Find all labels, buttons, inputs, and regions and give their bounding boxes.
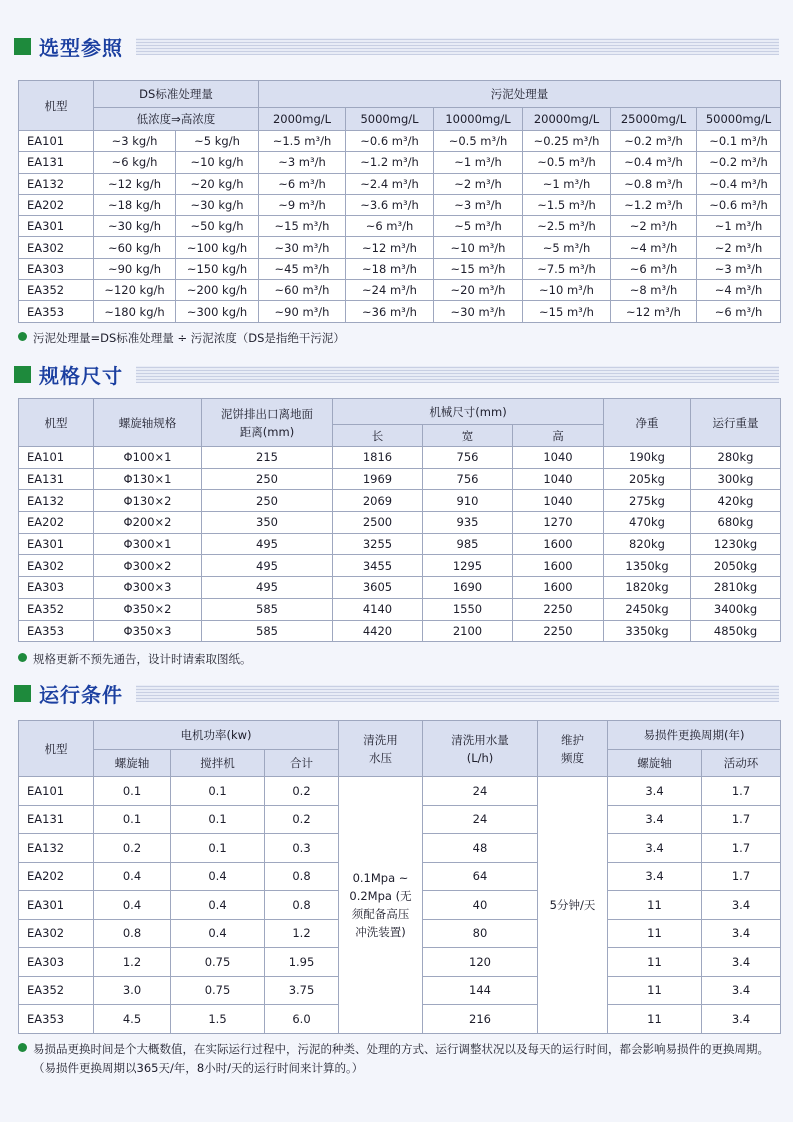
- value-cell: ~180 kg/h: [94, 301, 176, 322]
- model-cell: EA101: [19, 777, 94, 806]
- model-cell: EA202: [19, 862, 94, 891]
- table-row: [19, 131, 781, 152]
- value-cell: 0.2: [94, 834, 171, 863]
- value-cell: 1.5: [171, 1005, 265, 1034]
- value-cell: Φ350×2: [94, 598, 202, 620]
- col-header-net-weight: 净重: [604, 399, 691, 447]
- value-cell: 756: [423, 468, 513, 490]
- model-cell: EA202: [19, 194, 94, 215]
- section-marker-square: [14, 366, 31, 383]
- value-cell: ~6 m³/h: [259, 173, 346, 194]
- value-cell: ~2 m³/h: [611, 216, 697, 237]
- model-cell: EA131: [19, 152, 94, 173]
- value-cell: 4420: [333, 620, 423, 642]
- value-cell: 3.4: [608, 777, 702, 806]
- value-cell: 0.3: [265, 834, 339, 863]
- value-cell: ~10 m³/h: [523, 280, 611, 301]
- value-cell: 2100: [423, 620, 513, 642]
- value-cell: 1.2: [265, 919, 339, 948]
- value-cell: ~1.5 m³/h: [523, 194, 611, 215]
- col-header-screw: 螺旋轴规格: [94, 399, 202, 447]
- value-cell: ~15 m³/h: [434, 258, 523, 279]
- note-text: 规格更新不预先通告，设计时请索取图纸。: [33, 652, 252, 666]
- value-cell: 1295: [423, 555, 513, 577]
- value-cell: 495: [202, 533, 333, 555]
- value-cell: ~15 m³/h: [259, 216, 346, 237]
- value-cell: 11: [608, 976, 702, 1005]
- value-cell: ~1 m³/h: [523, 173, 611, 194]
- value-cell: 470kg: [604, 512, 691, 534]
- model-cell: EA302: [19, 237, 94, 258]
- value-cell: 0.75: [171, 976, 265, 1005]
- model-cell: EA353: [19, 1005, 94, 1034]
- col-header-power-mixer: 搅拌机: [171, 750, 265, 777]
- dimensions-table: [18, 398, 781, 642]
- value-cell: Φ100×1: [94, 447, 202, 469]
- value-cell: ~0.5 m³/h: [523, 152, 611, 173]
- value-cell: Φ130×2: [94, 490, 202, 512]
- value-cell: ~9 m³/h: [259, 194, 346, 215]
- table-row: [19, 301, 781, 322]
- selection-table: [18, 80, 781, 323]
- water-value-cell: 216: [423, 1005, 538, 1034]
- value-cell: ~3 m³/h: [697, 258, 781, 279]
- model-cell: EA303: [19, 258, 94, 279]
- value-cell: Φ300×1: [94, 533, 202, 555]
- dimensions-table-body: [19, 447, 781, 642]
- value-cell: Φ350×3: [94, 620, 202, 642]
- col-header-cycle-ring: 活动环: [702, 750, 781, 777]
- table-row: [19, 173, 781, 194]
- value-cell: 2500: [333, 512, 423, 534]
- value-cell: ~2.5 m³/h: [523, 216, 611, 237]
- value-cell: ~1.5 m³/h: [259, 131, 346, 152]
- value-cell: 0.4: [171, 862, 265, 891]
- section-dimensions-header: [14, 362, 123, 386]
- value-cell: 985: [423, 533, 513, 555]
- table-row: [19, 258, 781, 279]
- value-cell: ~20 m³/h: [434, 280, 523, 301]
- value-cell: 1550: [423, 598, 513, 620]
- value-cell: 11: [608, 948, 702, 977]
- model-cell: EA301: [19, 891, 94, 920]
- value-cell: 1.7: [702, 805, 781, 834]
- value-cell: 2069: [333, 490, 423, 512]
- value-cell: 0.2: [265, 777, 339, 806]
- value-cell: 250: [202, 490, 333, 512]
- model-cell: EA353: [19, 620, 94, 642]
- value-cell: 3.4: [702, 1005, 781, 1034]
- value-cell: ~6 kg/h: [94, 152, 176, 173]
- model-cell: EA301: [19, 216, 94, 237]
- value-cell: 1600: [513, 555, 604, 577]
- value-cell: ~12 m³/h: [611, 301, 697, 322]
- value-cell: ~20 kg/h: [176, 173, 259, 194]
- model-cell: EA131: [19, 468, 94, 490]
- value-cell: ~6 m³/h: [346, 216, 434, 237]
- value-cell: ~45 m³/h: [259, 258, 346, 279]
- value-cell: ~300 kg/h: [176, 301, 259, 322]
- water-value-cell: 24: [423, 777, 538, 806]
- value-cell: 3.75: [265, 976, 339, 1005]
- value-cell: 1.7: [702, 834, 781, 863]
- value-cell: 2450kg: [604, 598, 691, 620]
- value-cell: 1816: [333, 447, 423, 469]
- value-cell: ~1.2 m³/h: [611, 194, 697, 215]
- value-cell: 3.4: [608, 862, 702, 891]
- model-cell: EA202: [19, 512, 94, 534]
- section-operation-header: [14, 681, 123, 705]
- value-cell: 3255: [333, 533, 423, 555]
- col-header-water: 清洗用水量(L/h): [423, 721, 538, 777]
- value-cell: 910: [423, 490, 513, 512]
- col-header-pressure: 清洗用水压: [339, 721, 423, 777]
- value-cell: 3455: [333, 555, 423, 577]
- model-cell: EA303: [19, 577, 94, 599]
- value-cell: 0.75: [171, 948, 265, 977]
- col-header-sludge: 污泥处理量: [259, 81, 781, 108]
- model-cell: EA302: [19, 555, 94, 577]
- section-marker-square: [14, 685, 31, 702]
- model-cell: EA131: [19, 805, 94, 834]
- value-cell: 3.4: [608, 834, 702, 863]
- table-row: [19, 216, 781, 237]
- value-cell: ~2 m³/h: [434, 173, 523, 194]
- operation-table-body: [19, 777, 781, 1034]
- table-row: [19, 512, 781, 534]
- value-cell: ~18 kg/h: [94, 194, 176, 215]
- value-cell: 1350kg: [604, 555, 691, 577]
- value-cell: 0.1: [94, 777, 171, 806]
- value-cell: 0.2: [265, 805, 339, 834]
- operation-note: [18, 1040, 778, 1078]
- value-cell: ~3 m³/h: [259, 152, 346, 173]
- section-marker-square: [14, 38, 31, 55]
- water-value-cell: 120: [423, 948, 538, 977]
- water-value-cell: 64: [423, 862, 538, 891]
- value-cell: ~0.2 m³/h: [697, 152, 781, 173]
- value-cell: Φ130×1: [94, 468, 202, 490]
- value-cell: 2810kg: [691, 577, 781, 599]
- value-cell: 11: [608, 919, 702, 948]
- col-header-cycle-screw: 螺旋轴: [608, 750, 702, 777]
- value-cell: 1230kg: [691, 533, 781, 555]
- value-cell: 3.0: [94, 976, 171, 1005]
- note-text: 易损品更换时间是个大概数值，在实际运行过程中，污泥的种类、处理的方式、运行调整状况以及每天的运行时间，都会影响易损件的更换周期。（易损件更换周期以365天/年，8小时/天的运行时间来计算的。）: [33, 1042, 769, 1075]
- section-stripe: [136, 38, 779, 55]
- value-cell: ~0.4 m³/h: [611, 152, 697, 173]
- value-cell: ~5 kg/h: [176, 131, 259, 152]
- value-cell: 0.1: [171, 777, 265, 806]
- value-cell: ~5 m³/h: [434, 216, 523, 237]
- col-header-conc: 5000mg/L: [346, 108, 434, 131]
- value-cell: ~50 kg/h: [176, 216, 259, 237]
- value-cell: 1820kg: [604, 577, 691, 599]
- value-cell: Φ300×2: [94, 555, 202, 577]
- operation-table: [18, 720, 781, 1034]
- value-cell: 1600: [513, 577, 604, 599]
- value-cell: 3605: [333, 577, 423, 599]
- value-cell: 3.4: [608, 805, 702, 834]
- value-cell: 250: [202, 468, 333, 490]
- model-cell: EA352: [19, 598, 94, 620]
- ds-low-label: 低浓度: [136, 112, 172, 126]
- value-cell: 1600: [513, 533, 604, 555]
- table-row: [19, 447, 781, 469]
- value-cell: ~2.4 m³/h: [346, 173, 434, 194]
- value-cell: ~15 m³/h: [523, 301, 611, 322]
- table-row: [19, 490, 781, 512]
- value-cell: ~10 m³/h: [434, 237, 523, 258]
- value-cell: 0.1: [171, 834, 265, 863]
- value-cell: 3400kg: [691, 598, 781, 620]
- col-header-replacement: 易损件更换周期(年): [608, 721, 781, 750]
- value-cell: ~30 m³/h: [434, 301, 523, 322]
- value-cell: Φ300×3: [94, 577, 202, 599]
- value-cell: ~0.4 m³/h: [697, 173, 781, 194]
- value-cell: 4850kg: [691, 620, 781, 642]
- col-header-conc: 2000mg/L: [259, 108, 346, 131]
- pressure-value-cell: 0.1Mpa ~ 0.2Mpa (无须配备高压冲洗装置): [339, 777, 423, 1034]
- table-row: [19, 194, 781, 215]
- table-row: [19, 555, 781, 577]
- value-cell: 0.8: [265, 891, 339, 920]
- col-header-ds-range: [94, 108, 259, 131]
- value-cell: 2050kg: [691, 555, 781, 577]
- section-stripe: [136, 685, 779, 702]
- value-cell: ~60 m³/h: [259, 280, 346, 301]
- value-cell: 1.95: [265, 948, 339, 977]
- model-cell: EA101: [19, 447, 94, 469]
- value-cell: 3350kg: [604, 620, 691, 642]
- model-cell: EA132: [19, 834, 94, 863]
- value-cell: ~0.6 m³/h: [346, 131, 434, 152]
- value-cell: ~2 m³/h: [697, 237, 781, 258]
- value-cell: ~18 m³/h: [346, 258, 434, 279]
- col-header-outlet: 泥饼排出口离地面距离(mm): [202, 399, 333, 447]
- table-row: [19, 152, 781, 173]
- value-cell: 1969: [333, 468, 423, 490]
- water-value-cell: 40: [423, 891, 538, 920]
- col-header-conc: 20000mg/L: [523, 108, 611, 131]
- value-cell: 585: [202, 598, 333, 620]
- model-cell: EA101: [19, 131, 94, 152]
- value-cell: ~12 kg/h: [94, 173, 176, 194]
- value-cell: 6.0: [265, 1005, 339, 1034]
- col-header-power-screw: 螺旋轴: [94, 750, 171, 777]
- value-cell: 1040: [513, 490, 604, 512]
- col-header-length: 长: [333, 425, 423, 447]
- value-cell: ~8 m³/h: [611, 280, 697, 301]
- model-cell: EA352: [19, 976, 94, 1005]
- note-text: 污泥处理量=DS标准处理量 ÷ 污泥浓度（DS是指绝干污泥）: [33, 331, 345, 345]
- value-cell: 0.4: [171, 919, 265, 948]
- value-cell: 3.4: [702, 919, 781, 948]
- col-header-model: 机型: [19, 721, 94, 777]
- col-header-ds: DS标准处理量: [94, 81, 259, 108]
- value-cell: 680kg: [691, 512, 781, 534]
- value-cell: 1040: [513, 447, 604, 469]
- value-cell: ~6 m³/h: [611, 258, 697, 279]
- value-cell: ~0.6 m³/h: [697, 194, 781, 215]
- water-value-cell: 144: [423, 976, 538, 1005]
- value-cell: 0.8: [265, 862, 339, 891]
- col-header-op-weight: 运行重量: [691, 399, 781, 447]
- value-cell: ~30 kg/h: [94, 216, 176, 237]
- value-cell: 205kg: [604, 468, 691, 490]
- value-cell: 585: [202, 620, 333, 642]
- value-cell: 2250: [513, 620, 604, 642]
- value-cell: ~4 m³/h: [697, 280, 781, 301]
- value-cell: 1.7: [702, 777, 781, 806]
- col-header-model: 机型: [19, 81, 94, 131]
- frequency-value-cell: 5分钟/天: [538, 777, 608, 1034]
- value-cell: 3.4: [702, 891, 781, 920]
- model-cell: EA302: [19, 919, 94, 948]
- table-row: [19, 237, 781, 258]
- value-cell: ~90 kg/h: [94, 258, 176, 279]
- value-cell: ~0.8 m³/h: [611, 173, 697, 194]
- value-cell: 350: [202, 512, 333, 534]
- value-cell: 2250: [513, 598, 604, 620]
- value-cell: 11: [608, 1005, 702, 1034]
- value-cell: 1040: [513, 468, 604, 490]
- value-cell: ~3 kg/h: [94, 131, 176, 152]
- table-row: [19, 533, 781, 555]
- col-header-model: 机型: [19, 399, 94, 447]
- value-cell: 4.5: [94, 1005, 171, 1034]
- value-cell: ~100 kg/h: [176, 237, 259, 258]
- section-stripe: [136, 366, 779, 383]
- value-cell: 1270: [513, 512, 604, 534]
- col-header-frequency: 维护频度: [538, 721, 608, 777]
- water-value-cell: 80: [423, 919, 538, 948]
- value-cell: 0.4: [171, 891, 265, 920]
- section-title: 运行条件: [39, 682, 123, 707]
- table-row: [19, 280, 781, 301]
- value-cell: ~0.1 m³/h: [697, 131, 781, 152]
- section-selection-header: [14, 34, 123, 58]
- col-header-conc: 10000mg/L: [434, 108, 523, 131]
- section-title: 选型参照: [39, 35, 123, 60]
- value-cell: ~200 kg/h: [176, 280, 259, 301]
- value-cell: 3.4: [702, 976, 781, 1005]
- model-cell: EA132: [19, 173, 94, 194]
- model-cell: EA303: [19, 948, 94, 977]
- value-cell: 11: [608, 891, 702, 920]
- bullet-icon: [18, 653, 27, 662]
- value-cell: ~4 m³/h: [611, 237, 697, 258]
- model-cell: EA352: [19, 280, 94, 301]
- col-header-width: 宽: [423, 425, 513, 447]
- value-cell: ~36 m³/h: [346, 301, 434, 322]
- value-cell: ~90 m³/h: [259, 301, 346, 322]
- value-cell: 280kg: [691, 447, 781, 469]
- value-cell: ~3.6 m³/h: [346, 194, 434, 215]
- value-cell: 1.7: [702, 862, 781, 891]
- section-title: 规格尺寸: [39, 363, 123, 388]
- value-cell: 0.8: [94, 919, 171, 948]
- ds-arrow-icon: ⇒: [171, 112, 181, 126]
- value-cell: ~1 m³/h: [434, 152, 523, 173]
- col-header-dims: 机械尺寸(mm): [333, 399, 604, 425]
- value-cell: ~5 m³/h: [523, 237, 611, 258]
- water-value-cell: 24: [423, 805, 538, 834]
- value-cell: 3.4: [702, 948, 781, 977]
- value-cell: 935: [423, 512, 513, 534]
- col-header-power: 电机功率(kw): [94, 721, 339, 750]
- value-cell: 190kg: [604, 447, 691, 469]
- value-cell: ~10 kg/h: [176, 152, 259, 173]
- value-cell: Φ200×2: [94, 512, 202, 534]
- dimensions-note: [18, 650, 252, 669]
- col-header-conc: 50000mg/L: [697, 108, 781, 131]
- value-cell: ~1.2 m³/h: [346, 152, 434, 173]
- selection-note: [18, 329, 345, 348]
- bullet-icon: [18, 1043, 27, 1052]
- table-row: [19, 777, 781, 806]
- value-cell: ~60 kg/h: [94, 237, 176, 258]
- value-cell: ~1 m³/h: [697, 216, 781, 237]
- value-cell: 0.4: [94, 891, 171, 920]
- value-cell: ~150 kg/h: [176, 258, 259, 279]
- value-cell: ~0.5 m³/h: [434, 131, 523, 152]
- value-cell: ~12 m³/h: [346, 237, 434, 258]
- value-cell: ~30 kg/h: [176, 194, 259, 215]
- value-cell: ~120 kg/h: [94, 280, 176, 301]
- value-cell: ~7.5 m³/h: [523, 258, 611, 279]
- water-value-cell: 48: [423, 834, 538, 863]
- model-cell: EA353: [19, 301, 94, 322]
- value-cell: 420kg: [691, 490, 781, 512]
- selection-table-body: [19, 131, 781, 323]
- value-cell: ~30 m³/h: [259, 237, 346, 258]
- col-header-conc: 25000mg/L: [611, 108, 697, 131]
- value-cell: ~24 m³/h: [346, 280, 434, 301]
- col-header-power-total: 合计: [265, 750, 339, 777]
- ds-high-label: 高浓度: [180, 112, 216, 126]
- model-cell: EA301: [19, 533, 94, 555]
- model-cell: EA132: [19, 490, 94, 512]
- table-row: [19, 620, 781, 642]
- value-cell: 300kg: [691, 468, 781, 490]
- value-cell: 495: [202, 555, 333, 577]
- value-cell: 820kg: [604, 533, 691, 555]
- value-cell: 275kg: [604, 490, 691, 512]
- value-cell: 215: [202, 447, 333, 469]
- value-cell: ~0.2 m³/h: [611, 131, 697, 152]
- value-cell: 0.1: [94, 805, 171, 834]
- value-cell: ~0.25 m³/h: [523, 131, 611, 152]
- value-cell: 756: [423, 447, 513, 469]
- value-cell: ~6 m³/h: [697, 301, 781, 322]
- bullet-icon: [18, 332, 27, 341]
- value-cell: 1690: [423, 577, 513, 599]
- table-row: [19, 598, 781, 620]
- table-row: [19, 577, 781, 599]
- value-cell: 495: [202, 577, 333, 599]
- table-row: [19, 468, 781, 490]
- col-header-height: 高: [513, 425, 604, 447]
- value-cell: 0.4: [94, 862, 171, 891]
- value-cell: ~3 m³/h: [434, 194, 523, 215]
- value-cell: 1.2: [94, 948, 171, 977]
- value-cell: 0.1: [171, 805, 265, 834]
- value-cell: 4140: [333, 598, 423, 620]
